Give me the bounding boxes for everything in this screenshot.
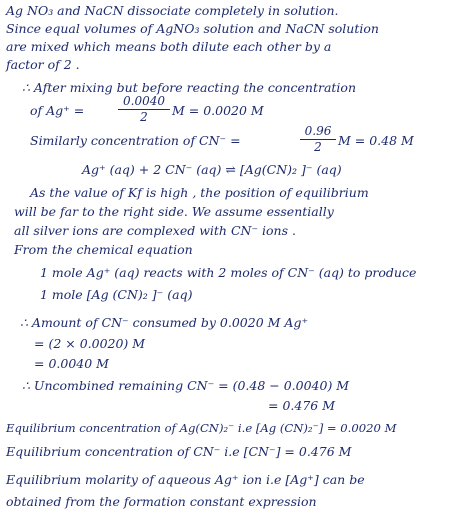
text-line-10: will be far to the right side. We assume essentially	[14, 204, 334, 219]
text-line-19: = 0.476 M	[268, 398, 336, 413]
equilibrium-equation: Ag⁺ (aq) + 2 CN⁻ (aq) ⇌ [Ag(CN)₂ ]⁻ (aq)	[82, 162, 342, 177]
text-line-11: all silver ions are complexed with CN⁻ ions .	[14, 223, 296, 238]
text-line-2: Since equal volumes of AgNO₃ solution and NaCN solution	[6, 21, 379, 36]
text-line-21: Equilibrium concentration of CN⁻ i.e [CN⁻] = 0.476 M	[6, 444, 352, 459]
fraction-ag-denominator: 2	[140, 110, 148, 124]
text-line-22: Equilibrium molarity of aqueous Ag⁺ ion i.e [Ag⁺] can be	[6, 472, 365, 487]
text-line-6-end: M = 0.0020 M	[172, 103, 264, 118]
text-line-3: are mixed which means both dilute each other by a	[6, 39, 332, 54]
text-line-13: 1 mole Ag⁺ (aq) reacts with 2 moles of CN⁻ (aq) to produce	[40, 265, 417, 280]
text-line-7-start: Similarly concentration of CN⁻ =	[30, 133, 241, 148]
text-line-7-end: M = 0.48 M	[338, 133, 414, 148]
text-line-20: Equilibrium concentration of Ag(CN)₂⁻ i.e [Ag (CN)₂⁻] = 0.0020 M	[6, 421, 397, 435]
text-line-12: From the chemical equation	[14, 242, 193, 257]
fraction-cn-numerator: 0.96	[304, 124, 332, 138]
text-line-18: ∴ Uncombined remaining CN⁻ = (0.48 − 0.0040) M	[22, 378, 350, 393]
fraction-cn-denominator: 2	[314, 140, 322, 154]
text-line-17: = 0.0040 M	[34, 356, 109, 371]
text-line-5: ∴ After mixing but before reacting the concentration	[22, 80, 356, 95]
text-line-23: obtained from the formation constant expression	[6, 494, 317, 509]
text-line-6-start: of Ag⁺ =	[30, 103, 85, 118]
text-line-1: Ag NO₃ and NaCN dissociate completely in solution.	[6, 3, 339, 18]
text-line-16: = (2 × 0.0020) M	[34, 336, 146, 351]
text-line-9: As the value of Kf is high , the position of equilibrium	[30, 185, 369, 200]
text-line-4: factor of 2 .	[6, 57, 80, 72]
text-line-14: 1 mole [Ag (CN)₂ ]⁻ (aq)	[40, 287, 193, 302]
text-line-15: ∴ Amount of CN⁻ consumed by 0.0020 M Ag⁺	[20, 315, 309, 330]
fraction-ag-numerator: 0.0040	[123, 94, 165, 108]
